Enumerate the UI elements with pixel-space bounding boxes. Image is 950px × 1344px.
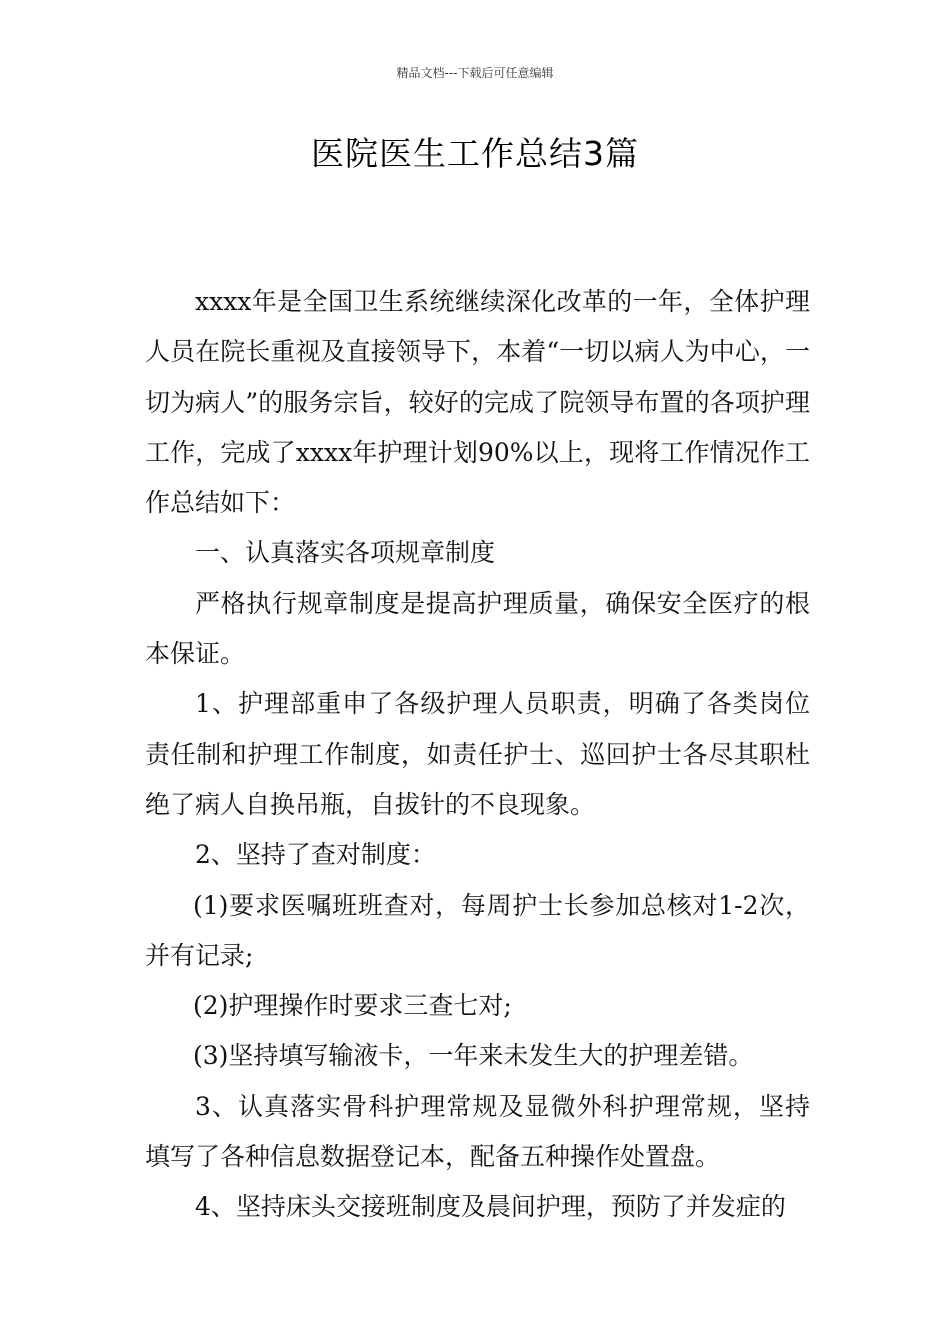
list-item-1: 1、护理部重申了各级护理人员职责，明确了各类岗位责任制和护理工作制度，如责任护士、巡回护士各尽其职杜绝了病人自换吊瓶，自拔针的不良现象。 [145,689,810,819]
list-item-4: 4、坚持床头交接班制度及晨间护理，预防了并发症的 [195,1192,786,1222]
paragraph-rules: 严格执行规章制度是提高护理质量，确保安全医疗的根本保证。 [145,588,810,669]
section-heading-1: 一、认真落实各项规章制度 [195,538,496,568]
document-body [145,277,810,1233]
sub-item-3: (3)坚持填写输液卡，一年来未发生大的护理差错。 [193,1041,754,1071]
list-item-3: 3、认真落实骨科护理常规及显微外科护理常规，坚持填写了各种信息数据登记本，配备五种操作处置盘。 [145,1091,810,1172]
sub-item-2: (2)护理操作时要求三查七对; [193,991,512,1021]
document-title: 医院医生工作总结3篇 [311,134,639,173]
sub-item-1: (1)要求医嘱班班查对，每周护士长参加总核对1-2次，并有记录; [145,890,810,970]
paragraph-intro: xxxx年是全国卫生系统继续深化改革的一年，全体护理人员在院长重视及直接领导下，本着“一切以病人为中心，一切为病人”的服务宗旨，较好的完成了院领导布置的各项护理工作，完成了xxxx年护理计划90%以上，现将工作情况作工作总结如下： [145,287,810,518]
header-note: 精品文档---下载后可任意编辑 [396,66,554,80]
list-item-2: 2、坚持了查对制度： [195,840,436,870]
